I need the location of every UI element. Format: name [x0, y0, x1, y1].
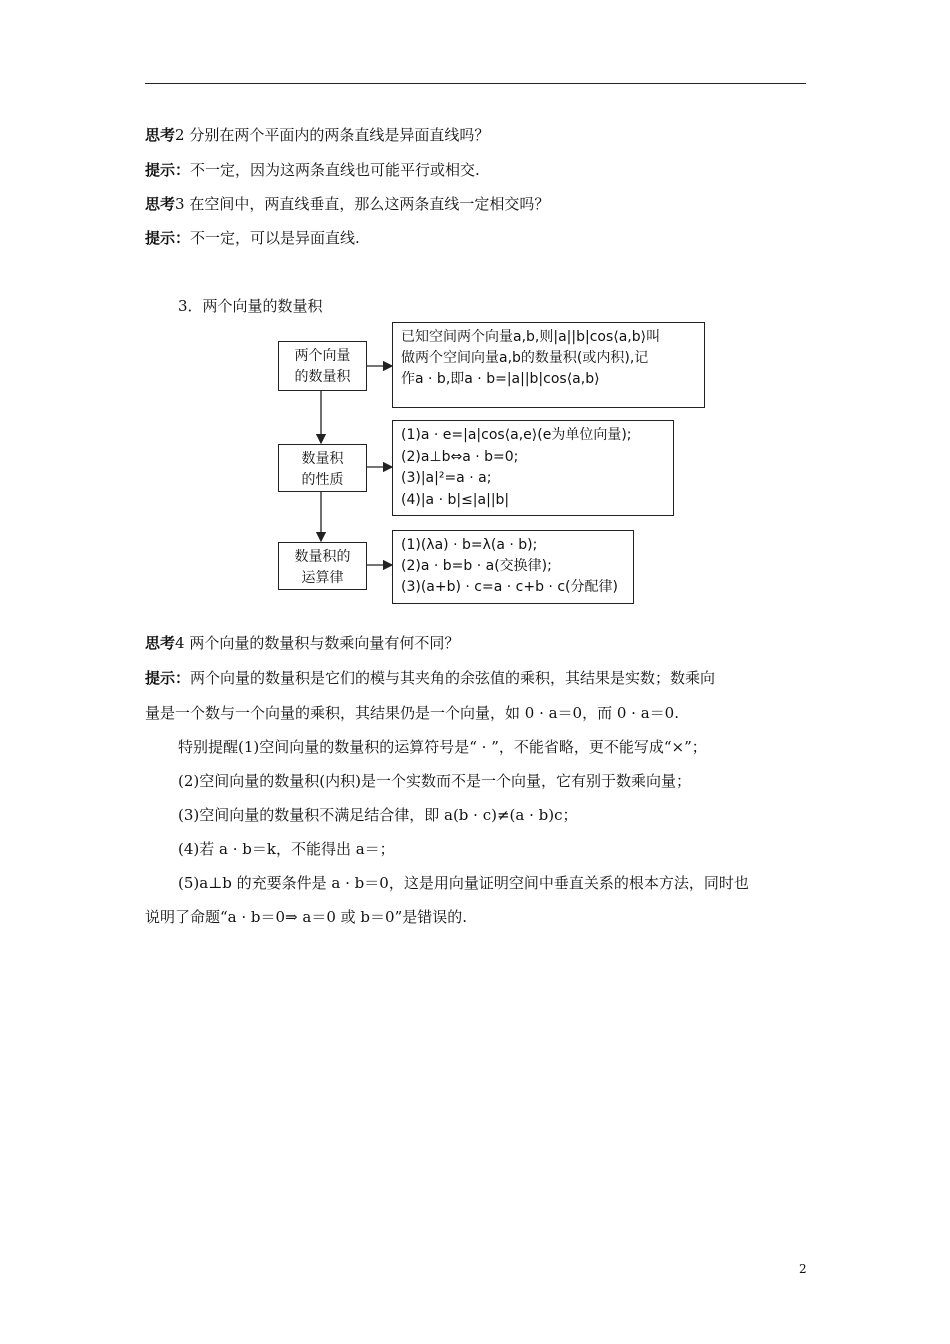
note-1: 特别提醒(1)空间向量的数量积的运算符号是“ · ”，不能省略，更不能写成“×”； [178, 738, 707, 756]
hint-text: 两个向量的数量积是它们的模与其夹角的余弦值的乘积，其结果是实数；数乘向 [190, 669, 716, 687]
note-5: (5)a⊥b 的充要条件是 a · b＝0，这是用向量证明空间中垂直关系的根本方法，同时也 [178, 874, 749, 892]
property-line: (3)|a|²=a · a; [401, 470, 492, 486]
page-number: 2 [799, 1262, 807, 1276]
box-label: 数量积 [301, 451, 344, 467]
law-line: (3)(a+b) · c=a · c+b · c(分配律) [401, 579, 618, 595]
law-line: (2)a · b=b · a(交换律); [401, 558, 552, 574]
definition-line: 作a · b,即a · b=|a||b|cos⟨a,b⟩ [401, 371, 600, 387]
box-dot-product [278, 341, 367, 391]
note-2: (2)空间向量的数量积(内积)是一个实数而不是一个向量，它有别于数乘向量； [178, 772, 691, 790]
box-definition [392, 322, 705, 408]
box-property-list [392, 420, 674, 516]
box-label: 运算律 [301, 570, 344, 586]
think-label: 思考 [145, 634, 176, 652]
hint-4-cont: 量是一个数与一个向量的乘积，其结果仍是一个向量，如 0 · a＝0，而 0 · a＝0. [145, 704, 679, 722]
think-label: 思考 [145, 195, 176, 213]
hint-label: 提示： [145, 669, 191, 687]
think-text: 3 在空间中，两直线垂直，那么这两条直线一定相交吗？ [175, 195, 550, 213]
think-label: 思考 [145, 126, 176, 144]
definition-line: 做两个空间向量a,b的数量积(或内积),记 [401, 350, 649, 366]
definition-line: 已知空间两个向量a,b,则|a||b|cos⟨a,b⟩叫 [401, 329, 661, 345]
note-4: (4)若 a · b＝k，不能得出 a＝； [178, 840, 395, 858]
box-label: 的数量积 [294, 369, 351, 385]
law-line: (1)(λa) · b=λ(a · b); [401, 537, 538, 553]
box-laws [278, 542, 367, 590]
section-title: 3．两个向量的数量积 [178, 297, 323, 315]
box-label: 的性质 [301, 472, 344, 488]
hint-4 [145, 668, 810, 688]
hint-text: 不一定，可以是异面直线. [190, 229, 360, 247]
hint-label: 提示： [145, 229, 191, 247]
hint-label: 提示： [145, 161, 191, 179]
diagram-connectors [0, 0, 950, 620]
box-label: 两个向量 [294, 348, 351, 364]
box-properties [278, 444, 367, 492]
note-5-cont: 说明了命题“a · b＝0⇒ a＝0 或 b＝0”是错误的. [145, 908, 468, 926]
think-4 [145, 633, 810, 653]
property-line: (4)|a · b|≤|a||b| [401, 491, 510, 508]
property-line: (1)a · e=|a|cos⟨a,e⟩(e为单位向量); [401, 427, 632, 443]
think-text: 4 两个向量的数量积与数乘向量有何不同？ [175, 634, 460, 652]
box-label: 数量积的 [294, 549, 351, 565]
note-3: (3)空间向量的数量积不满足结合律，即 a(b · c)≠(a · b)c； [178, 806, 578, 824]
hint-text: 不一定，因为这两条直线也可能平行或相交. [190, 161, 480, 179]
think-text: 2 分别在两个平面内的两条直线是异面直线吗？ [175, 126, 490, 144]
property-line: (2)a⊥b⇔a · b=0; [401, 448, 519, 465]
box-law-list [392, 530, 634, 604]
